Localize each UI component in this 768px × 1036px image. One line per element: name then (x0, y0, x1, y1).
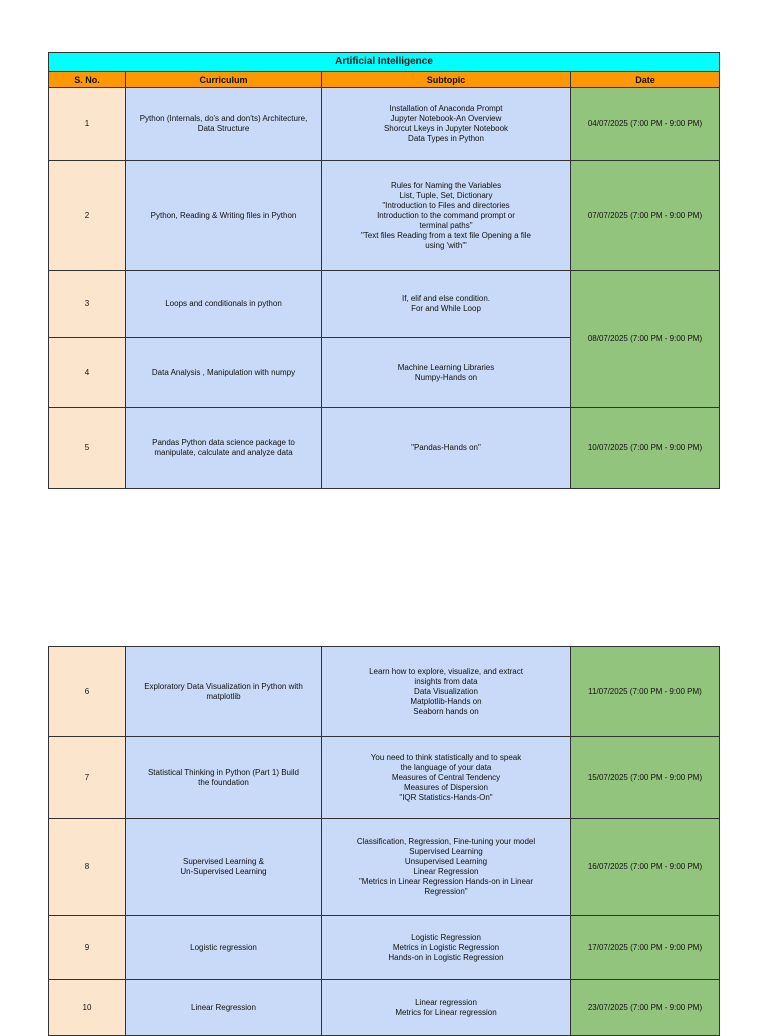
row-sno: 3 (49, 271, 126, 338)
row-sno: 10 (49, 980, 126, 1036)
header-sno: S. No. (49, 72, 126, 88)
header-date: Date (571, 72, 720, 88)
row-subtopic: Machine Learning Libraries Numpy-Hands on (322, 338, 571, 408)
row-curriculum: Statistical Thinking in Python (Part 1) Build the foundation (126, 737, 322, 819)
row-curriculum: Linear Regression (126, 980, 322, 1036)
row-date: 23/07/2025 (7:00 PM - 9:00 PM) (571, 980, 720, 1036)
row-subtopic: Rules for Naming the Variables List, Tuple, Set, Dictionary "Introduction to Files and directories Introduction to the command prompt or terminal paths" "Text files Reading from a text file Opening a file using 'with'" (322, 161, 571, 271)
table-row (49, 819, 720, 916)
row-sno: 7 (49, 737, 126, 819)
row-date: 15/07/2025 (7:00 PM - 9:00 PM) (571, 737, 720, 819)
row-sno: 1 (49, 88, 126, 161)
table-row (49, 271, 720, 338)
row-date: 11/07/2025 (7:00 PM - 9:00 PM) (571, 647, 720, 737)
row-subtopic: Linear regression Metrics for Linear regression (322, 980, 571, 1036)
row-sno: 5 (49, 408, 126, 489)
row-subtopic: If, elif and else condition. For and While Loop (322, 271, 571, 338)
row-curriculum: Logistic regression (126, 916, 322, 980)
row-subtopic: You need to think statistically and to speak the language of your data Measures of Central Tendency Measures of Dispersion "IQR Statistics-Hands-On" (322, 737, 571, 819)
row-curriculum: Data Analysis , Manipulation with numpy (126, 338, 322, 408)
table-row (49, 161, 720, 271)
row-date: 04/07/2025 (7:00 PM - 9:00 PM) (571, 88, 720, 161)
header-subtopic: Subtopic (322, 72, 571, 88)
row-curriculum: Exploratory Data Visualization in Python with matplotlib (126, 647, 322, 737)
row-curriculum: Python (Internals, do's and don'ts) Architecture, Data Structure (126, 88, 322, 161)
row-sno: 6 (49, 647, 126, 737)
table-row (49, 916, 720, 980)
row-sno: 2 (49, 161, 126, 271)
row-sno: 8 (49, 819, 126, 916)
row-sno: 4 (49, 338, 126, 408)
row-date: 10/07/2025 (7:00 PM - 9:00 PM) (571, 408, 720, 489)
header-curriculum: Curriculum (126, 72, 322, 88)
row-date: 08/07/2025 (7:00 PM - 9:00 PM) (571, 271, 720, 408)
row-date: 17/07/2025 (7:00 PM - 9:00 PM) (571, 916, 720, 980)
row-subtopic: "Pandas-Hands on" (322, 408, 571, 489)
row-curriculum: Supervised Learning & Un-Supervised Learning (126, 819, 322, 916)
row-subtopic: Classification, Regression, Fine-tuning your model Supervised Learning Unsupervised Learning Linear Regression "Metrics in Linear Regression Hands-on in Linear Regression" (322, 819, 571, 916)
row-date: 16/07/2025 (7:00 PM - 9:00 PM) (571, 819, 720, 916)
row-curriculum: Pandas Python data science package to manipulate, calculate and analyze data (126, 408, 322, 489)
row-curriculum: Loops and conditionals in python (126, 271, 322, 338)
row-subtopic: Learn how to explore, visualize, and extract insights from data Data Visualization Matplotlib-Hands on Seaborn hands on (322, 647, 571, 737)
table-row (49, 647, 720, 737)
table-row (49, 88, 720, 161)
table-row (49, 737, 720, 819)
table-row (49, 408, 720, 489)
curriculum-table-1 (48, 52, 720, 489)
row-curriculum: Python, Reading & Writing files in Python (126, 161, 322, 271)
row-date: 07/07/2025 (7:00 PM - 9:00 PM) (571, 161, 720, 271)
table-title: Artificial Intelligence (49, 53, 720, 72)
row-subtopic: Installation of Anaconda Prompt Jupyter Notebook-An Overview Shorcut Lkeys in Jupyter Notebook Data Types in Python (322, 88, 571, 161)
row-sno: 9 (49, 916, 126, 980)
table-row (49, 980, 720, 1036)
row-subtopic: Logistic Regression Metrics in Logistic Regression Hands-on in Logistic Regression (322, 916, 571, 980)
curriculum-table-2 (48, 646, 720, 1036)
